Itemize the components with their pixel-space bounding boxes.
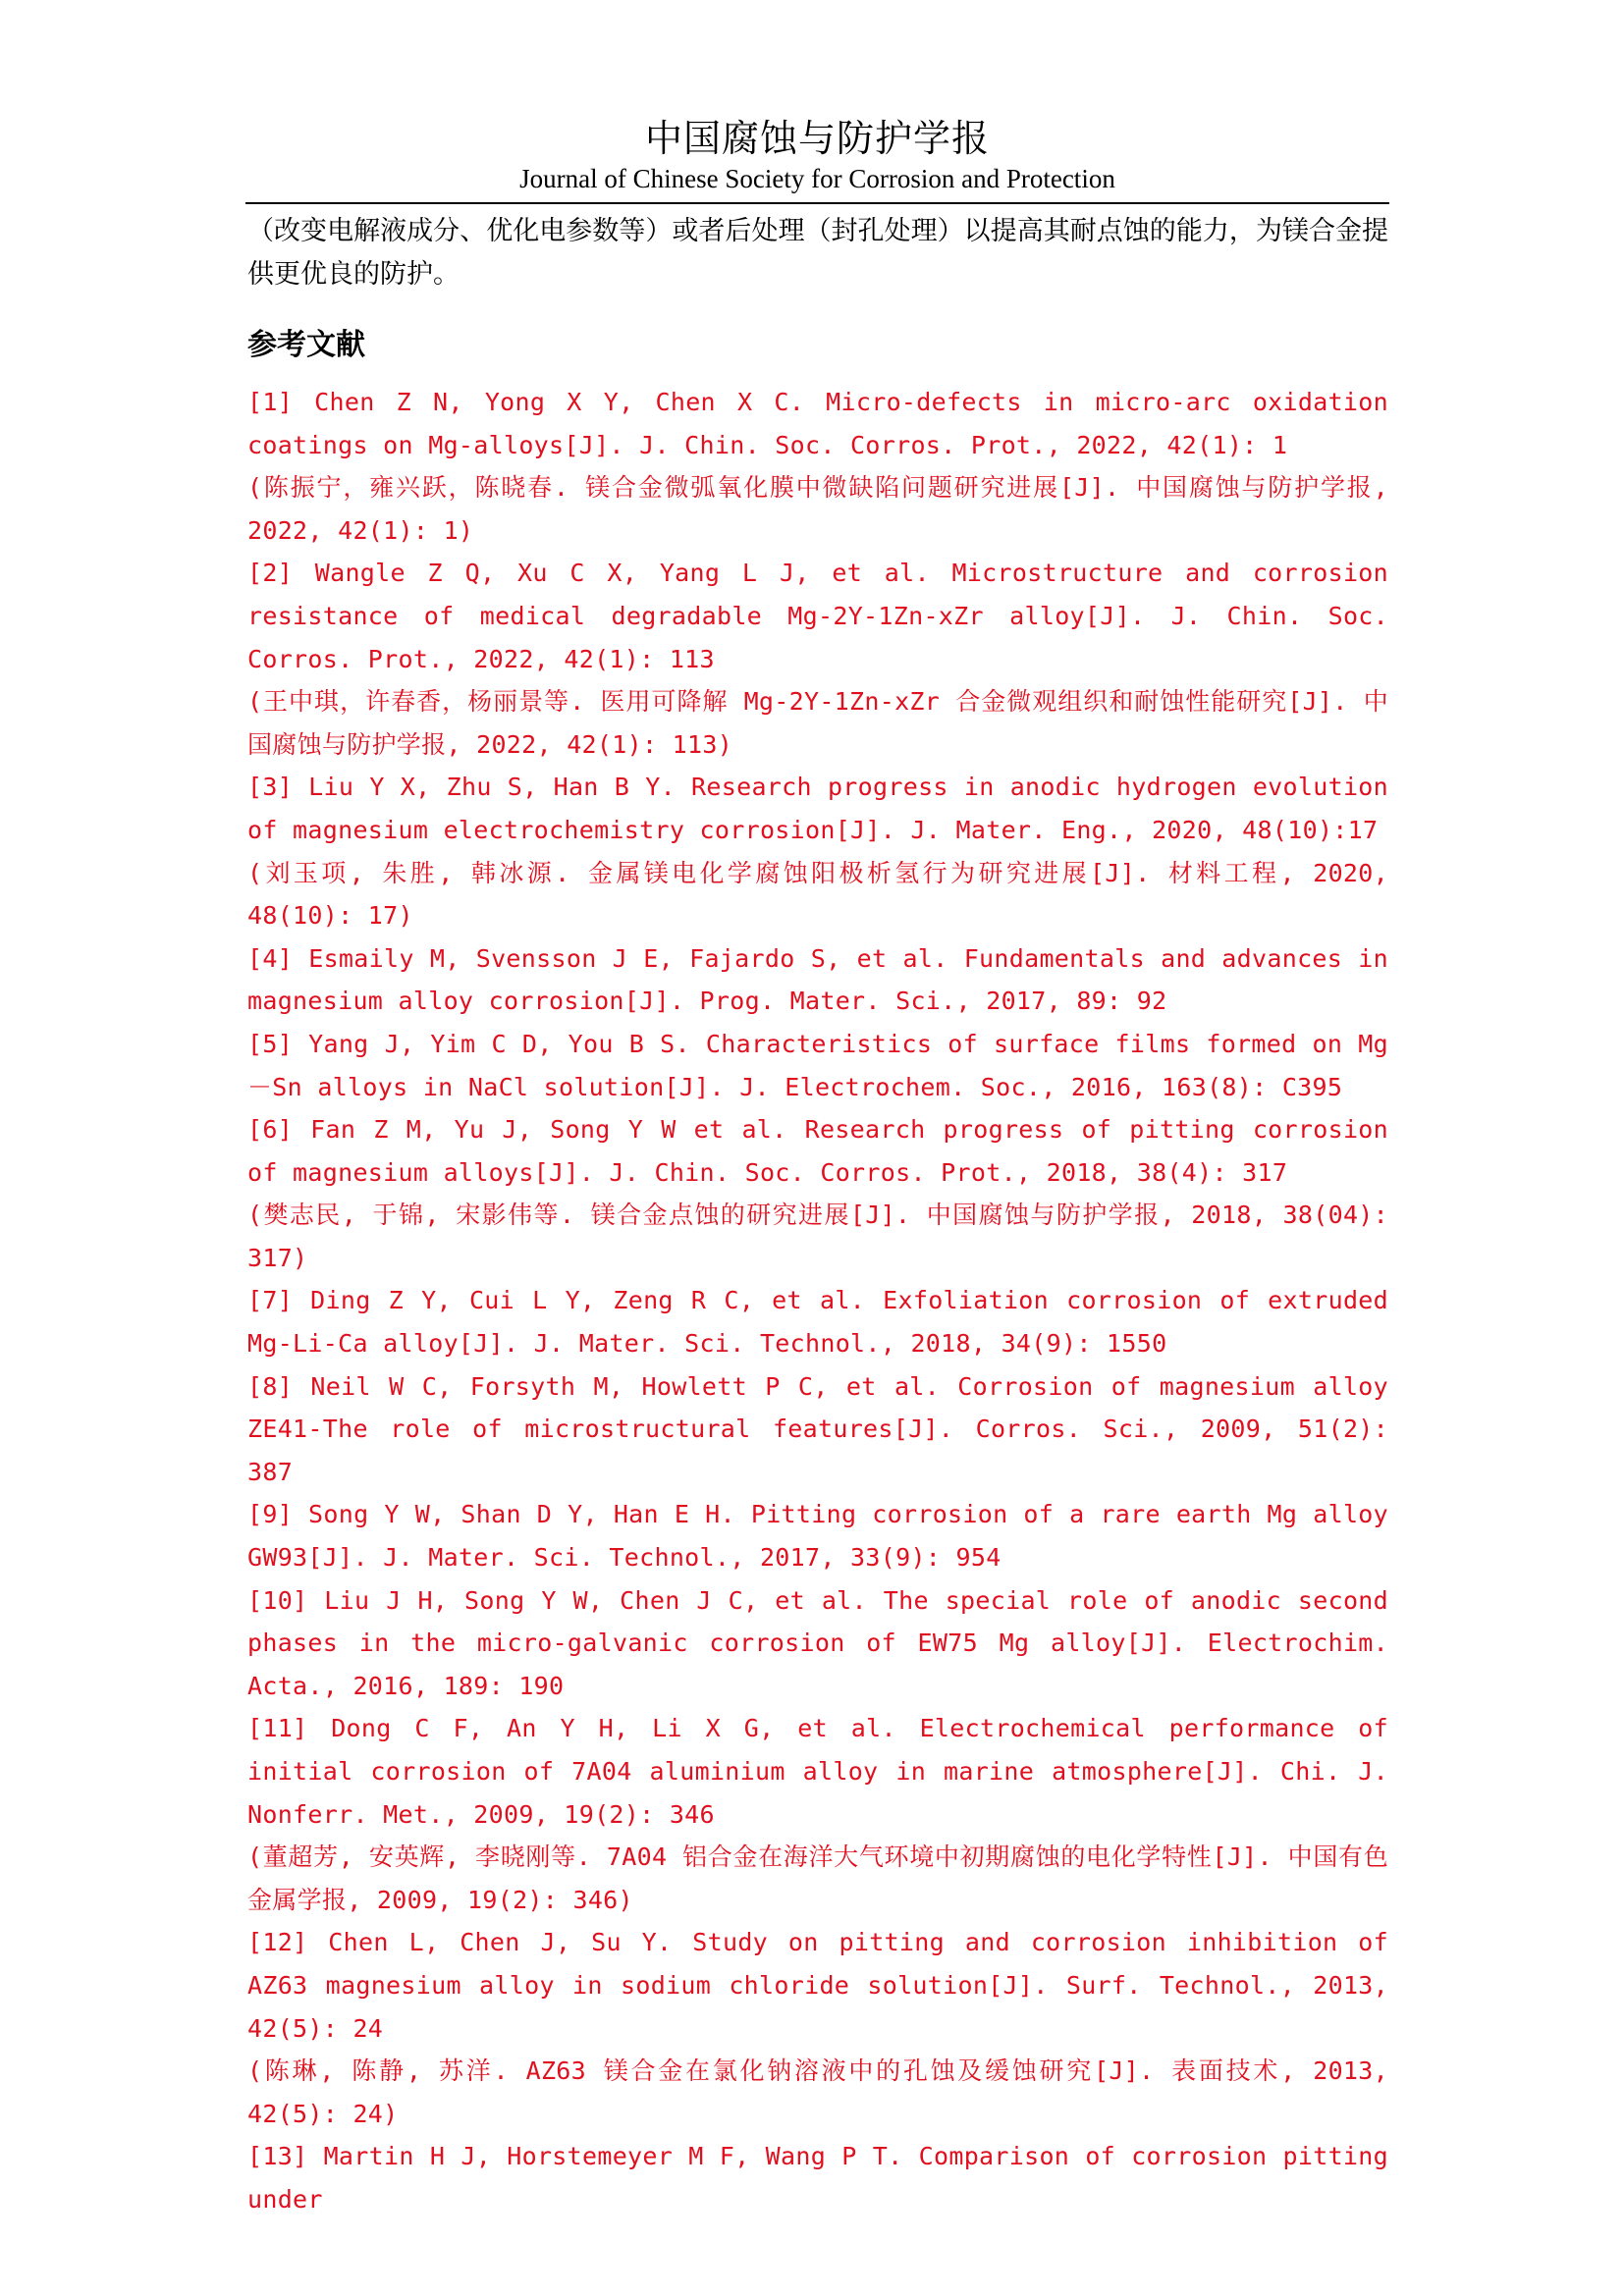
- reference-english: Dong C F, An Y H, Li X G, et al. Electrochemical performance of initial corrosion of 7A04 aluminium alloy in marine atmosphere[J]. Chi. J. Nonferr. Met., 2009, 19(2): 346: [247, 1714, 1388, 1829]
- reference-item: [247, 1023, 1388, 1108]
- reference-english: Wangle Z Q, Xu C X, Yang L J, et al. Microstructure and corrosion resistance of medical degradable Mg-2Y-1Zn-xZr alloy[J]. J. Chin. Soc. Corros. Prot., 2022, 42(1): 113: [247, 559, 1388, 673]
- reference-item: [247, 552, 1388, 766]
- reference-number: [10]: [247, 1585, 308, 1615]
- reference-item: [247, 1365, 1388, 1494]
- reference-chinese: (王中琪，许春香，杨丽景等. 医用可降解 Mg-2Y-1Zn-xZr 合金微观组织和耐蚀性能研究[J]. 中国腐蚀与防护学报, 2022, 42(1): 113): [247, 687, 1388, 759]
- reference-item: [247, 1279, 1388, 1364]
- journal-title-cn: 中国腐蚀与防护学报: [644, 117, 990, 160]
- reference-number: [13]: [247, 2142, 308, 2171]
- reference-item: [247, 1108, 1388, 1279]
- reference-list: [247, 381, 1388, 2221]
- reference-item: [247, 1921, 1388, 2135]
- reference-english: Esmaily M, Svensson J E, Fajardo S, et al. Fundamentals and advances in magnesium alloy corrosion[J]. Prog. Mater. Sci., 2017, 89: 92: [247, 943, 1388, 1016]
- reference-chinese: (刘玉项, 朱胜, 韩冰源. 金属镁电化学腐蚀阳极析氢行为研究进展[J]. 材料工程, 2020, 48(10): 17): [247, 858, 1388, 931]
- reference-english: Song Y W, Shan D Y, Han E H. Pitting corrosion of a rare earth Mg alloy GW93[J]. J. Mater. Sci. Technol., 2017, 33(9): 954: [247, 1500, 1388, 1573]
- reference-item: [247, 1493, 1388, 1578]
- reference-number: [6]: [247, 1115, 294, 1145]
- header-divider: [245, 202, 1389, 204]
- reference-number: [5]: [247, 1029, 294, 1058]
- reference-chinese: (陈振宁，雍兴跃，陈晓春. 镁合金微弧氧化膜中微缺陷问题研究进展[J]. 中国腐蚀与防护学报, 2022, 42(1): 1): [247, 473, 1388, 545]
- reference-chinese: (董超芳, 安英辉, 李晓刚等. 7A04 铝合金在海洋大气环境中初期腐蚀的电化学特性[J]. 中国有色金属学报, 2009, 19(2): 346): [247, 1842, 1388, 1914]
- reference-english: Yang J, Yim C D, You B S. Characteristics of surface films formed on Mg－Sn alloys in NaCl solution[J]. J. Electrochem. Soc., 2016, 163(8): C395: [247, 1029, 1388, 1101]
- reference-number: [11]: [247, 1714, 308, 1743]
- reference-number: [7]: [247, 1286, 294, 1315]
- reference-number: [3]: [247, 773, 294, 802]
- reference-number: [2]: [247, 559, 294, 588]
- reference-english: Chen L, Chen J, Su Y. Study on pitting and corrosion inhibition of AZ63 magnesium alloy in sodium chloride solution[J]. Surf. Technol., 2013, 42(5): 24: [247, 1928, 1388, 2043]
- reference-chinese: (陈琳, 陈静, 苏洋. AZ63 镁合金在氯化钠溶液中的孔蚀及缓蚀研究[J]. 表面技术, 2013, 42(5): 24): [247, 2056, 1388, 2128]
- reference-item: [247, 937, 1388, 1023]
- reference-english: Fan Z M, Yu J, Song Y W et al. Research progress of pitting corrosion of magnesium alloys[J]. J. Chin. Soc. Corros. Prot., 2018, 38(4): 317: [247, 1115, 1388, 1187]
- reference-english: Liu J H, Song Y W, Chen J C, et al. The special role of anodic second phases in the micro-galvanic corrosion of EW75 Mg alloy[J]. Electrochim. Acta., 2016, 189: 190: [247, 1585, 1388, 1700]
- reference-english: Neil W C, Forsyth M, Howlett P C, et al. Corrosion of magnesium alloy ZE41-The role of microstructural features[J]. Corros. Sci., 2009, 51(2): 387: [247, 1371, 1388, 1486]
- reference-item: [247, 1579, 1388, 1708]
- reference-number: [8]: [247, 1371, 294, 1401]
- reference-number: [9]: [247, 1500, 294, 1529]
- reference-number: [12]: [247, 1928, 308, 1957]
- reference-item: [247, 1707, 1388, 1921]
- intro-paragraph: （改变电解液成分、优化电参数等）或者后处理（封孔处理）以提高其耐点蚀的能力，为镁合金提供更优良的防护。: [247, 216, 1388, 290]
- reference-item: [247, 766, 1388, 936]
- references-heading: 参考文献: [247, 328, 365, 362]
- page-content: [247, 210, 1388, 2221]
- reference-chinese: (樊志民, 于锦, 宋影伟等. 镁合金点蚀的研究进展[J]. 中国腐蚀与防护学报, 2018, 38(04): 317): [247, 1201, 1388, 1272]
- reference-english: Martin H J, Horstemeyer M F, Wang P T. Comparison of corrosion pitting under: [247, 2142, 1388, 2214]
- journal-header: [245, 116, 1389, 194]
- journal-title-en: Journal of Chinese Society for Corrosion and Protection: [519, 164, 1115, 193]
- reference-item: [247, 381, 1388, 552]
- reference-number: [4]: [247, 943, 294, 973]
- reference-english: Ding Z Y, Cui L Y, Zeng R C, et al. Exfoliation corrosion of extruded Mg-Li-Ca alloy[J]. J. Mater. Sci. Technol., 2018, 34(9): 1550: [247, 1286, 1388, 1359]
- reference-number: [1]: [247, 388, 294, 416]
- reference-english: Chen Z N, Yong X Y, Chen X C. Micro-defects in micro-arc oxidation coatings on Mg-alloys[J]. J. Chin. Soc. Corros. Prot., 2022, 42(1): 1: [247, 388, 1388, 459]
- reference-item: [247, 2135, 1388, 2220]
- reference-english: Liu Y X, Zhu S, Han B Y. Research progress in anodic hydrogen evolution of magnesium electrochemistry corrosion[J]. J. Mater. Eng., 2020, 48(10):17: [247, 773, 1388, 844]
